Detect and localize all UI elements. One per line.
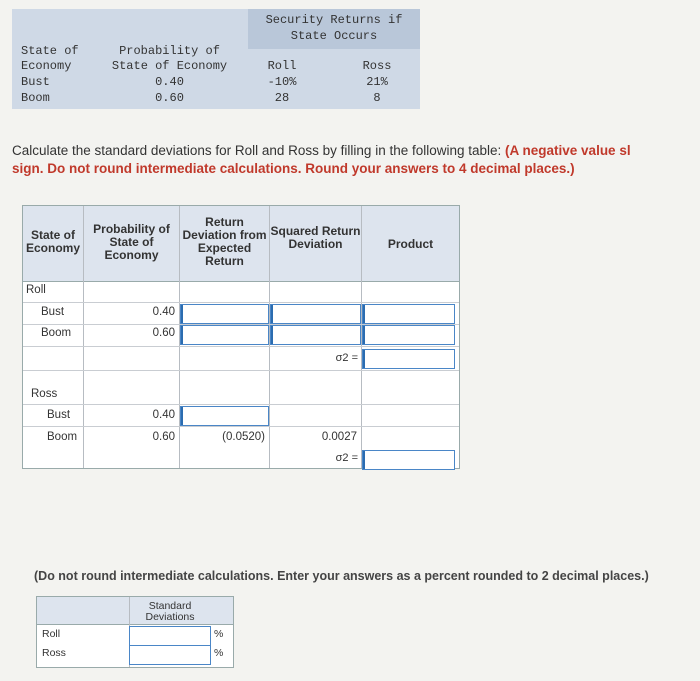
returns-title-line1: Security Returns if xyxy=(265,13,403,27)
instructions-plain: Calculate the standard deviations for Roll and Ross by filling in the following table: xyxy=(12,143,506,158)
returns-title-line2: State Occurs xyxy=(290,29,378,43)
roll-bust-product-input[interactable] xyxy=(362,304,455,324)
sd-ross-unit: % xyxy=(214,647,224,659)
instructions-emphasis-2: sign. Do not round intermediate calculations. Round your answers to 4 decimal places.) xyxy=(12,161,575,176)
header-product: Product xyxy=(387,237,434,251)
sd-header-2: Deviations xyxy=(145,611,195,623)
std-dev-worksheet xyxy=(22,205,460,469)
row-prob: 0.60 xyxy=(155,91,184,105)
sd-ross-label: Ross xyxy=(42,647,66,659)
header-state: State of Economy xyxy=(25,228,80,255)
section-ross: Ross xyxy=(31,388,58,400)
row-ross: 21% xyxy=(366,75,388,89)
header-deviation: Return Deviation from Expected Return xyxy=(182,215,267,268)
roll-bust-squared-input[interactable] xyxy=(270,304,361,324)
col-ross-label: Ross xyxy=(362,59,392,73)
row-state: Boom xyxy=(21,91,50,105)
roll-boom-deviation-input[interactable] xyxy=(180,325,269,345)
roll-boom-prob: 0.60 xyxy=(152,327,175,339)
header-prob: Probability of State of Economy xyxy=(93,222,170,262)
row-roll: 28 xyxy=(274,91,290,105)
roll-boom-label: Boom xyxy=(41,327,72,339)
row-state: Bust xyxy=(21,75,50,89)
instructions xyxy=(12,142,700,178)
header-squared: Squared Return Deviation xyxy=(270,224,361,251)
col-state-label-2: Economy xyxy=(21,59,72,73)
roll-bust-label: Bust xyxy=(41,306,65,318)
roll-boom-product-input[interactable] xyxy=(362,325,455,345)
std-dev-answer-table xyxy=(36,596,234,668)
col-prob-label-1: Probability of xyxy=(119,44,220,58)
percent-note: (Do not round intermediate calculations. Enter your answers as a percent rounded to 2 decimal places.) xyxy=(34,569,649,583)
instructions-emphasis-1: (A negative value sl xyxy=(505,143,631,158)
row-prob: 0.40 xyxy=(155,75,184,89)
ross-boom-deviation-value: (0.0520) xyxy=(222,431,265,443)
sd-header-1: Standard xyxy=(148,600,192,612)
row-ross: 8 xyxy=(373,91,381,105)
ross-boom-label: Boom xyxy=(47,431,78,443)
sd-roll-unit: % xyxy=(214,628,224,640)
ross-variance-input[interactable] xyxy=(362,450,455,470)
returns-table xyxy=(12,9,420,109)
ross-bust-prob: 0.40 xyxy=(152,409,175,421)
col-state-label-1: State of xyxy=(21,44,79,58)
sd-ross-input[interactable] xyxy=(129,645,211,665)
ross-variance-label: σ2 = xyxy=(335,452,358,464)
section-roll: Roll xyxy=(26,284,46,296)
roll-bust-deviation-input[interactable] xyxy=(180,304,269,324)
ross-boom-squared-value: 0.0027 xyxy=(321,431,357,443)
col-prob-label-2: State of Economy xyxy=(111,59,228,73)
roll-boom-squared-input[interactable] xyxy=(270,325,361,345)
ross-bust-label: Bust xyxy=(47,409,71,421)
sd-roll-input[interactable] xyxy=(129,626,211,646)
roll-bust-prob: 0.40 xyxy=(152,306,175,318)
ross-bust-deviation-input[interactable] xyxy=(180,406,269,426)
ross-boom-prob: 0.60 xyxy=(152,431,175,443)
row-roll: -10% xyxy=(267,75,297,89)
col-roll-label: Roll xyxy=(267,59,297,73)
roll-variance-label: σ2 = xyxy=(335,352,358,364)
sd-roll-label: Roll xyxy=(42,628,61,640)
roll-variance-input[interactable] xyxy=(362,349,455,369)
